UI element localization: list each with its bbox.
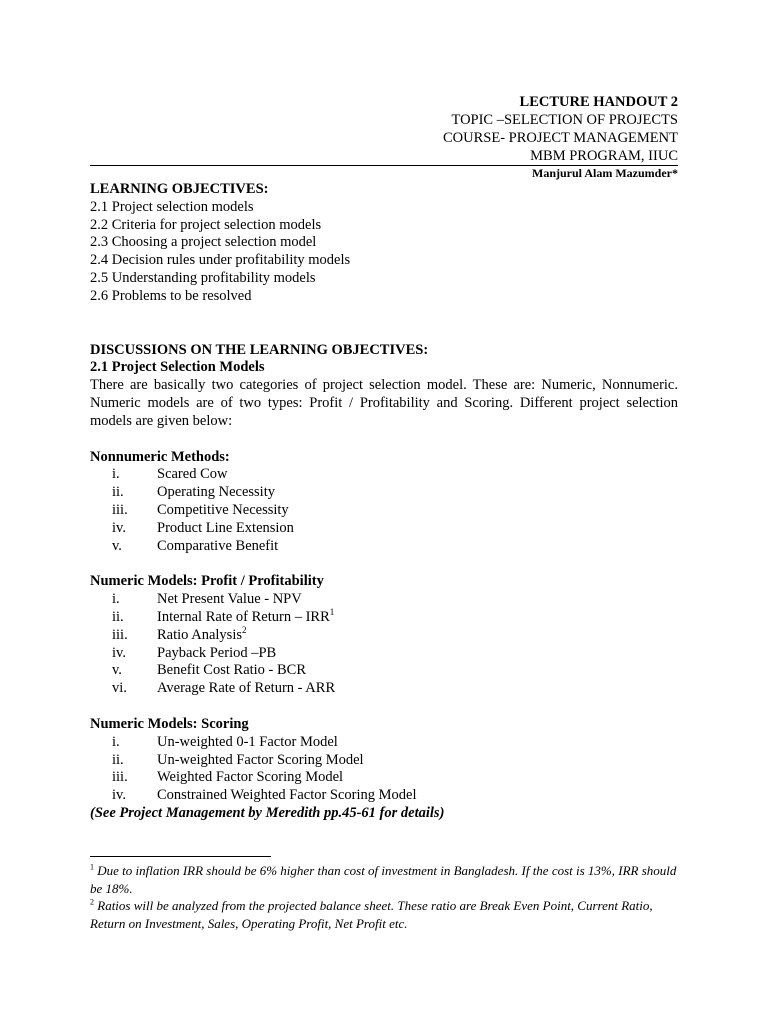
list-number: iv.: [112, 519, 126, 536]
course-line: COURSE- PROJECT MANAGEMENT: [443, 130, 678, 146]
list-number: ii.: [112, 484, 124, 501]
list-number: ii.: [112, 751, 124, 768]
author-name: Manjurul Alam Mazumder*: [532, 166, 678, 180]
list-item: [90, 752, 678, 770]
list-number: iii.: [112, 501, 128, 518]
nonnumeric-heading: Nonnumeric Methods:: [90, 448, 230, 465]
objective-item: 2.4 Decision rules under profitability models: [90, 252, 351, 269]
section-heading: 2.1 Project Selection Models: [90, 359, 265, 376]
topic-line: TOPIC –SELECTION OF PROJECTS: [451, 112, 678, 128]
objective-item: 2.3 Choosing a project selection model: [90, 234, 317, 251]
list-item: [90, 624, 678, 645]
footnote-2: [90, 897, 678, 932]
list-number: i.: [112, 733, 120, 750]
footnote-1: [90, 862, 678, 897]
list-text-content: Net Present Value - NPV: [157, 591, 302, 608]
list-number: iii.: [112, 769, 128, 786]
list-item: [90, 538, 678, 556]
footnote-ref[interactable]: 1: [329, 607, 335, 618]
list-number: i.: [112, 591, 120, 608]
list-number: iii.: [112, 626, 128, 643]
list-item: [90, 734, 678, 752]
profit-heading: Numeric Models: Profit / Profitability: [90, 573, 324, 590]
list-text-content: Average Rate of Return - ARR: [157, 680, 336, 697]
list-number: iv.: [112, 644, 126, 661]
footnote-mark: 1: [90, 862, 94, 872]
list-text-content: Ratio Analysis: [157, 626, 242, 643]
list-text: Un-weighted Factor Scoring Model: [157, 751, 364, 768]
list-number: v.: [112, 537, 122, 554]
discussion-heading: DISCUSSIONS ON THE LEARNING OBJECTIVES:: [90, 341, 429, 358]
list-text: [157, 591, 302, 609]
list-text: Comparative Benefit: [157, 537, 279, 554]
list-item: [90, 645, 678, 663]
list-text: [157, 645, 276, 663]
list-item: [90, 591, 678, 609]
reference-note: (See Project Management by Meredith pp.45-61 for details): [90, 804, 445, 821]
list-item: [90, 484, 678, 502]
list-number: ii.: [112, 608, 124, 625]
list-text-content: Benefit Cost Ratio - BCR: [157, 662, 307, 679]
document-body: [90, 181, 678, 823]
list-item: [90, 466, 678, 484]
list-item: [90, 680, 678, 698]
intro-paragraph: There are basically two categories of project selection model. These are: Numeric, Nonnumeric. Numeric models are of two types: Profit / Profitability and Scoring. Different project selection models are given below:: [90, 377, 678, 429]
list-item: [90, 769, 678, 787]
header-divider: [90, 165, 678, 166]
list-item: [90, 662, 678, 680]
objective-item: 2.5 Understanding profitability models: [90, 269, 316, 286]
footnote-ref[interactable]: 2: [242, 624, 247, 635]
list-item: [90, 502, 678, 520]
footnote-text: Due to inflation IRR should be 6% higher than cost of investment in Bangladesh. If the cost is 13%, IRR should be 18%.: [90, 863, 677, 896]
list-text: Operating Necessity: [157, 484, 275, 501]
list-number: i.: [112, 466, 120, 483]
list-text: Weighted Factor Scoring Model: [157, 769, 344, 786]
list-text: Constrained Weighted Factor Scoring Model: [157, 787, 417, 804]
footnote-divider: [90, 856, 271, 857]
list-text: [157, 680, 335, 698]
list-text: [157, 662, 306, 680]
list-text: Product Line Extension: [157, 519, 294, 536]
scoring-heading: Numeric Models: Scoring: [90, 715, 249, 732]
list-number: v.: [112, 662, 122, 679]
objective-item: 2.1 Project selection models: [90, 198, 254, 215]
list-item: [90, 520, 678, 538]
document-header: [400, 93, 678, 181]
list-item: [90, 609, 678, 627]
list-text: Competitive Necessity: [157, 501, 289, 518]
list-text: [157, 624, 247, 645]
footnotes: [90, 862, 678, 932]
handout-title: LECTURE HANDOUT 2: [519, 94, 678, 110]
list-text: Un-weighted 0-1 Factor Model: [157, 733, 338, 750]
objective-item: 2.2 Criteria for project selection models: [90, 216, 322, 233]
footnote-text: Ratios will be analyzed from the projected balance sheet. These ratio are Break Even Point, Current Ratio, Return on Investment, Sales, Operating Profit, Net Profit etc.: [90, 898, 653, 931]
list-text-content: Internal Rate of Return – IRR: [157, 608, 330, 625]
list-number: iv.: [112, 787, 126, 804]
list-item: [90, 787, 678, 805]
footnote-mark: 2: [90, 897, 94, 907]
list-number: vi.: [112, 680, 127, 697]
program-line: MBM PROGRAM, IIUC: [530, 148, 678, 164]
objective-item: 2.6 Problems to be resolved: [90, 287, 252, 304]
list-text-content: Payback Period –PB: [157, 644, 277, 661]
list-text: Scared Cow: [157, 466, 228, 483]
objectives-heading: LEARNING OBJECTIVES:: [90, 181, 269, 197]
